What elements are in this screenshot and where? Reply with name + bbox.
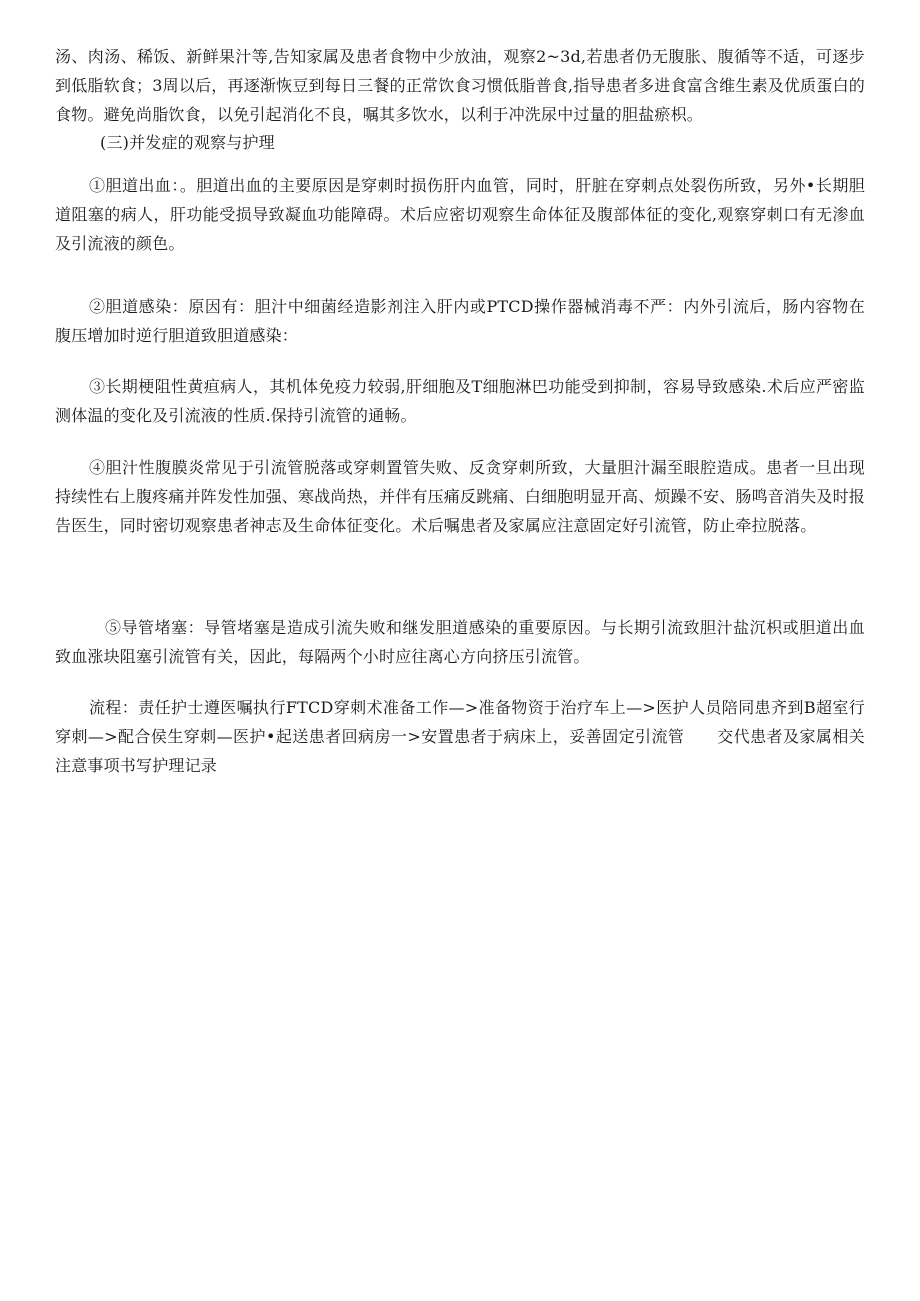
workflow-paragraph: 流程：责任护士遵医嘱执行FTCD穿刺术准备工作—>准备物资于治疗车上—>医护人员陪同患齐到B超室行穿刺—>配合侯生穿刺—医护•起送患者回病房一>安置患者于病床上，妥善固定引流管 交代患者及家属相关注意事项书写护理记录 [55, 698, 865, 775]
complication-item-bile-peritonitis: ④胆汁性腹膜炎常见于引流管脱落或穿刺置管失败、反贪穿刺所致，大量胆汁漏至眼腔造成。患者一旦出现持续性右上腹疼痛并阵发性加强、寒战尚热，并伴有压痛反跳痛、白细胞明显开高、烦躁不安、肠鸣音消失及时报告医生，同时密切观察患者神志及生命体征变化。术后嘱患者及家属应注意固定好引流管，防止牵拉脱落。 [55, 458, 866, 535]
complication-item-biliary-bleeding: ①胆道出血：。胆道出血的主要原因是穿刺时损伤肝内血管，同时，肝脏在穿刺点处裂伤所致，另外•长期胆道阻塞的病人，肝功能受损导致凝血功能障碍。术后应密切观察生命体征及腹部体征的变化,观察穿刺口有无渗血及引流液的颜色。 [55, 176, 865, 253]
section-heading-complications: (三)并发症的观察与护理 [100, 133, 275, 152]
complication-item-tube-blockage: ⑤导管堵塞：导管堵塞是造成引流失败和继发胆道感染的重要原因。与长期引流致胆汁盐沉枳或胆道出血致血涨块阻塞引流管有关，因此，每隔两个小时应往离心方向挤压引流管。 [55, 618, 865, 666]
complication-item-biliary-infection: ②胆道感染：原因有：胆汁中细菌经造影剂注入肝内或PTCD操作器械消毒不严：内外引流后，肠内容物在腹压增加时逆行胆道致胆道感染： [55, 297, 865, 345]
complication-item-obstructive-jaundice: ③长期梗阻性黄疸病人，其机体免疫力较弱,肝细胞及T细胞淋巴功能受到抑制，容易导致感染.术后应严密监测体温的变化及引流液的性质.保持引流管的通畅。 [55, 377, 865, 425]
diet-continuation-paragraph: 汤、肉汤、稀饭、新鲜果汁等,告知家属及患者食物中少放油，观察2~3d,若患者仍无腹胀、腹循等不适，可逐步到低脂软食；3周以后，再逐渐恢豆到每日三餐的正常饮食习惯低脂普食,指导患者多进食富含维生素及优质蛋白的食物。避免尚脂饮食，以免引起消化不良，嘱其多饮水，以利于冲洗尿中过量的胆盐瘀枳。 [55, 47, 865, 124]
